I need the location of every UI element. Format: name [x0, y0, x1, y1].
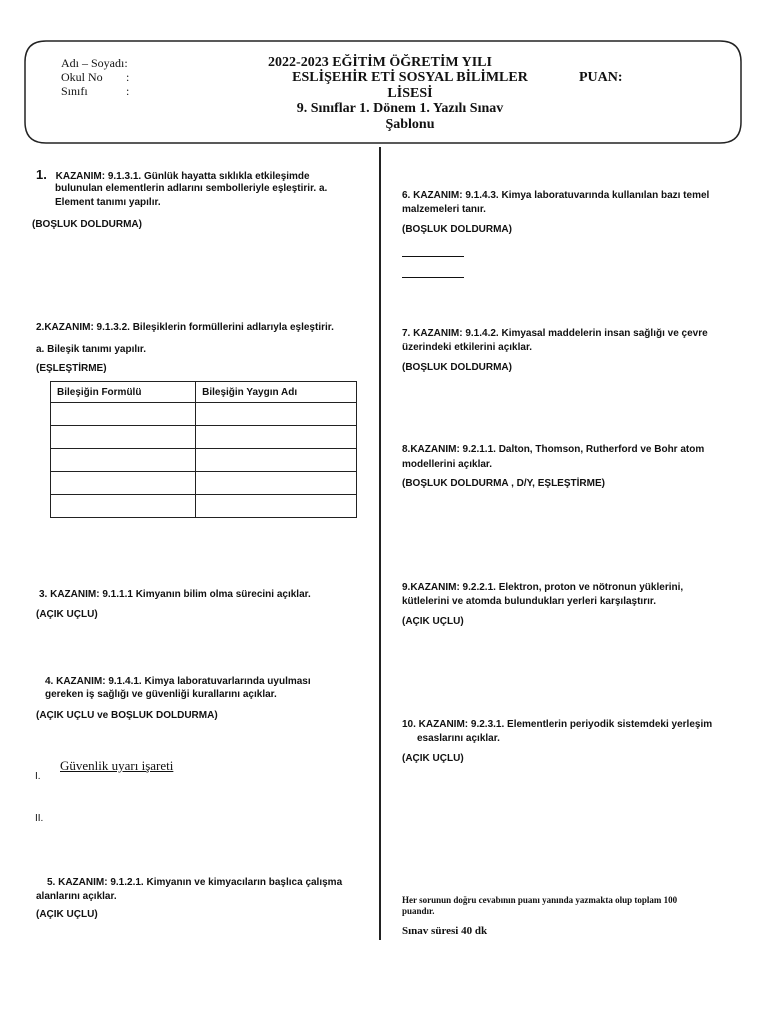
question-5-line1: 5. KAZANIM: 9.1.2.1. Kimyanın ve kimyacıların başlıca çalışma [47, 877, 343, 888]
question-9-line2: kütlelerini ve atomda bulundukları yerleri karşılaştırır. [402, 596, 656, 607]
school-number-colon: : [126, 70, 130, 84]
scoring-note-line2: puandır. [402, 906, 435, 916]
question-1-type: (BOŞLUK DOLDURMA) [32, 219, 142, 230]
question-2-line2: a. Bileşik tanımı yapılır. [36, 344, 147, 355]
safety-sign-label: Güvenlik uyarı işareti [60, 758, 174, 773]
question-5-line2: alanlarını açıklar. [36, 891, 117, 902]
table-header-row [51, 382, 357, 403]
question-10-line1: 10. KAZANIM: 9.2.3.1. Elementlerin periyodik sistemdeki yerleşim [402, 719, 713, 730]
question-2-type: (EŞLEŞTİRME) [36, 363, 107, 374]
table-header-common-name: Bileşiğin Yaygın Adı [196, 382, 357, 403]
name-cell [196, 472, 357, 495]
question-8-line1: 8.KAZANIM: 9.2.1.1. Dalton, Thomson, Rutherford ve Bohr atom [402, 444, 705, 455]
question-10-type: (AÇIK UÇLU) [402, 753, 464, 764]
name-label: Adı – Soyadı: [61, 56, 128, 70]
question-10-line2: esaslarını açıklar. [417, 733, 500, 744]
score-label: PUAN: [579, 70, 623, 85]
table-row [51, 403, 357, 426]
question-4-type: (AÇIK UÇLU ve BOŞLUK DOLDURMA) [36, 710, 218, 721]
column-divider [379, 147, 381, 940]
table-row [51, 472, 357, 495]
formula-cell [51, 495, 196, 518]
name-cell [196, 449, 357, 472]
formula-cell [51, 472, 196, 495]
table-row [51, 449, 357, 472]
blank-line-1 [402, 256, 464, 257]
safety-item-2: II. [35, 813, 44, 824]
table-row [51, 426, 357, 449]
safety-item-1: I. [35, 771, 41, 782]
formula-cell [51, 403, 196, 426]
class-label: Sınıfı [61, 84, 88, 98]
question-4-line1: 4. KAZANIM: 9.1.4.1. Kimya laboratuvarlarında uyulması [45, 676, 311, 687]
question-6-line2: malzemeleri tanır. [402, 204, 486, 215]
exam-year-title: 2022-2023 EĞİTİM ÖĞRETİM YILI [268, 55, 492, 70]
class-colon: : [126, 84, 130, 98]
question-5-text [36, 876, 364, 904]
question-1-line3: Element tanımı yapılır. [55, 197, 161, 208]
scoring-note-line1: Her sorunun doğru cevabının puanı yanında yazmakta olup toplam 100 [402, 895, 678, 905]
school-number-label: Okul No [61, 70, 103, 84]
question-9-line1: 9.KAZANIM: 9.2.2.1. Elektron, proton ve nötronun yüklerini, [402, 582, 684, 593]
table-row [51, 495, 357, 518]
question-2-line1: 2.KAZANIM: 9.1.3.2. Bileşiklerin formüllerini adlarıyla eşleştirir. [36, 322, 334, 333]
exam-duration: Sınav süresi 40 dk [402, 925, 488, 937]
question-3-line1: 3. KAZANIM: 9.1.1.1 Kimyanın bilim olma sürecini açıklar. [39, 589, 311, 600]
question-1-line1: KAZANIM: 9.1.3.1. Günlük hayatta sıklıkla etkileşimde [55, 171, 310, 182]
formula-cell [51, 426, 196, 449]
blank-line-2 [402, 277, 464, 278]
question-4-line2: gereken iş sağlığı ve güvenliği kurallarını açıklar. [45, 689, 277, 700]
question-6-line1: 6. KAZANIM: 9.1.4.3. Kimya laboratuvarında kullanılan bazı temel [402, 190, 710, 201]
question-7-line1: 7. KAZANIM: 9.1.4.2. Kimyasal maddelerin insan sağlığı ve çevre [402, 328, 708, 339]
name-cell [196, 495, 357, 518]
question-7-line2: üzerindeki etkilerini açıklar. [402, 342, 533, 353]
school-name-line2: LİSESİ [387, 86, 433, 101]
compound-matching-table [50, 381, 357, 518]
question-7-type: (BOŞLUK DOLDURMA) [402, 362, 512, 373]
question-1-line2: bulunulan elementlerin adlarını sembolleriyle eşleştirir. a. [55, 183, 328, 194]
question-8-type: (BOŞLUK DOLDURMA , D/Y, EŞLEŞTİRME) [402, 478, 605, 489]
question-5-type: (AÇIK UÇLU) [36, 909, 98, 920]
exam-name-continued: Şablonu [385, 117, 435, 132]
question-9-type: (AÇIK UÇLU) [402, 616, 464, 627]
table-header-formula: Bileşiğin Formülü [51, 382, 196, 403]
exam-name: 9. Sınıflar 1. Dönem 1. Yazılı Sınav [296, 101, 504, 116]
question-3-type: (AÇIK UÇLU) [36, 609, 98, 620]
name-cell [196, 426, 357, 449]
question-1-number: 1. [36, 167, 47, 182]
formula-cell [51, 449, 196, 472]
school-name-line1: ESLİŞEHİR ETİ SOSYAL BİLİMLER [292, 70, 528, 85]
name-cell [196, 403, 357, 426]
question-6-type: (BOŞLUK DOLDURMA) [402, 224, 512, 235]
question-8-line2: modellerini açıklar. [402, 459, 493, 470]
